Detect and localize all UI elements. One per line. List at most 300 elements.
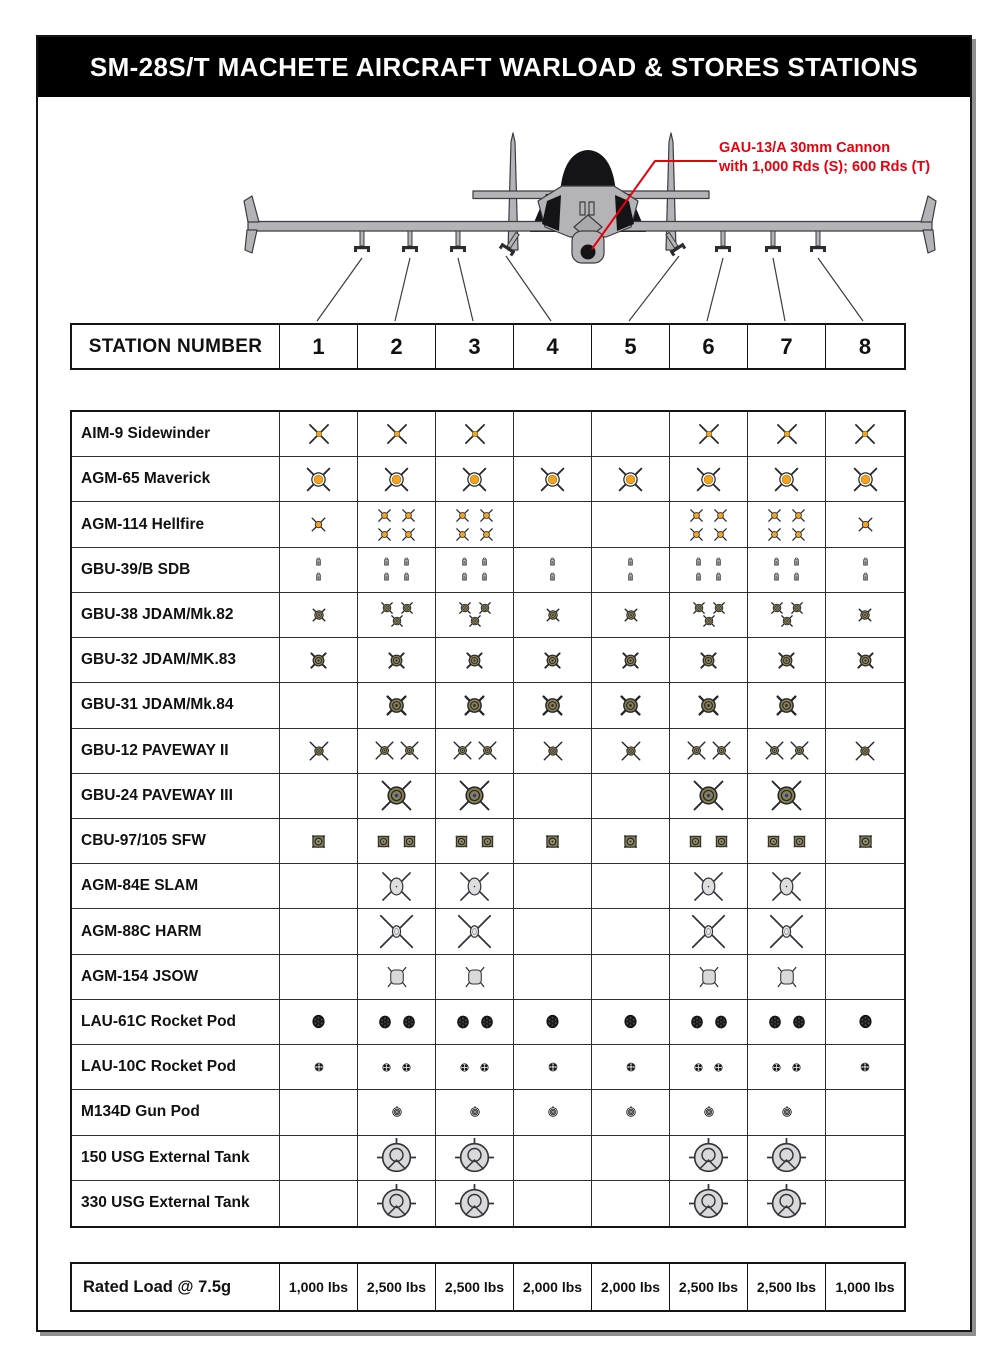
- matrix-cell-station-5: [592, 412, 670, 456]
- hellfire-icon: [399, 525, 418, 544]
- lau61-icon: [452, 1011, 474, 1033]
- jsow-icon: [461, 963, 489, 991]
- tank-icon: [766, 1137, 807, 1178]
- sdb-icon: [623, 555, 638, 570]
- matrix-row: [72, 729, 904, 774]
- aim9-icon: [773, 420, 801, 448]
- jdam83-icon: [306, 648, 331, 673]
- matrix-row: [72, 683, 904, 728]
- matrix-cell-station-8: [826, 502, 904, 546]
- sdb-icon: [545, 555, 560, 570]
- matrix-cell-station-6: [670, 1090, 748, 1134]
- matrix-cell-station-2: [358, 457, 436, 501]
- hellfire-icon: [399, 506, 418, 525]
- matrix-cell-station-2: [358, 955, 436, 999]
- matrix-row: [72, 909, 904, 954]
- matrix-cell-station-4: [514, 819, 592, 863]
- matrix-cell-station-8: [826, 909, 904, 953]
- station-number-3: 3: [436, 325, 514, 368]
- matrix-cell-station-3: [436, 774, 514, 818]
- jdam84-icon: [693, 690, 724, 721]
- lau10-icon: [310, 1058, 328, 1076]
- slam-icon: [691, 869, 726, 904]
- lau10-icon: [788, 1059, 805, 1076]
- matrix-cell-station-7: [748, 683, 826, 727]
- lau10-icon: [476, 1059, 493, 1076]
- jdam84-icon: [615, 690, 646, 721]
- matrix-cell-station-1: [280, 955, 358, 999]
- jdam82-icon: [778, 612, 796, 630]
- matrix-cell-station-4: [514, 729, 592, 773]
- weapon-label: GBU-39/B SDB: [72, 548, 280, 592]
- lau61-icon: [541, 1010, 564, 1033]
- matrix-cell-station-6: [670, 955, 748, 999]
- matrix-cell-station-6: [670, 1045, 748, 1089]
- weapon-label: GBU-31 JDAM/Mk.84: [72, 683, 280, 727]
- matrix-cell-station-3: [436, 548, 514, 592]
- matrix-cell-station-5: [592, 1181, 670, 1226]
- matrix-cell-station-1: [280, 502, 358, 546]
- m134d-icon: [777, 1102, 797, 1122]
- matrix-cell-station-1: [280, 638, 358, 682]
- m134d-icon: [387, 1102, 407, 1122]
- rated-load-value-5: 2,000 lbs: [592, 1264, 670, 1310]
- rated-load-value-6: 2,500 lbs: [670, 1264, 748, 1310]
- weapon-label: AGM-114 Hellfire: [72, 502, 280, 546]
- rated-load-value-3: 2,500 lbs: [436, 1264, 514, 1310]
- lau61-icon: [307, 1010, 330, 1033]
- matrix-cell-station-8: [826, 1000, 904, 1044]
- hellfire-icon: [765, 506, 784, 525]
- matrix-row: [72, 412, 904, 457]
- matrix-cell-station-1: [280, 683, 358, 727]
- matrix-cell-station-1: [280, 819, 358, 863]
- agm65-icon: [615, 464, 646, 495]
- matrix-cell-station-5: [592, 909, 670, 953]
- matrix-cell-station-7: [748, 1000, 826, 1044]
- matrix-cell-station-2: [358, 774, 436, 818]
- station-number-5: 5: [592, 325, 670, 368]
- lau61-icon: [619, 1010, 642, 1033]
- matrix-cell-station-5: [592, 864, 670, 908]
- m134d-icon: [465, 1102, 485, 1122]
- weapon-label: GBU-38 JDAM/Mk.82: [72, 593, 280, 637]
- matrix-cell-station-8: [826, 683, 904, 727]
- matrix-cell-station-7: [748, 1136, 826, 1180]
- matrix-cell-station-4: [514, 1181, 592, 1226]
- sdb-icon: [545, 570, 560, 585]
- matrix-cell-station-1: [280, 1090, 358, 1134]
- weapon-label: GBU-12 PAVEWAY II: [72, 729, 280, 773]
- sdb-icon: [311, 555, 326, 570]
- sdb-icon: [379, 570, 394, 585]
- matrix-cell-station-7: [748, 1181, 826, 1226]
- matrix-cell-station-6: [670, 1181, 748, 1226]
- matrix-cell-station-1: [280, 593, 358, 637]
- lau10-icon: [710, 1059, 727, 1076]
- hellfire-icon: [789, 525, 808, 544]
- sdb-icon: [379, 555, 394, 570]
- hellfire-icon: [453, 525, 472, 544]
- lau61-icon: [854, 1010, 877, 1033]
- matrix-cell-station-6: [670, 1000, 748, 1044]
- jdam83-icon: [462, 648, 487, 673]
- matrix-cell-station-2: [358, 548, 436, 592]
- matrix-cell-station-4: [514, 1136, 592, 1180]
- matrix-cell-station-6: [670, 412, 748, 456]
- matrix-cell-station-8: [826, 412, 904, 456]
- tank-icon: [454, 1137, 495, 1178]
- matrix-row: [72, 548, 904, 593]
- matrix-cell-station-2: [358, 638, 436, 682]
- tank-icon: [766, 1183, 807, 1224]
- matrix-cell-station-6: [670, 548, 748, 592]
- jdam82-icon: [309, 605, 329, 625]
- matrix-cell-station-7: [748, 638, 826, 682]
- matrix-cell-station-8: [826, 955, 904, 999]
- matrix-cell-station-2: [358, 412, 436, 456]
- matrix-cell-station-3: [436, 1000, 514, 1044]
- matrix-row: [72, 1090, 904, 1135]
- rated-load-value-7: 2,500 lbs: [748, 1264, 826, 1310]
- lau61-icon: [788, 1011, 810, 1033]
- jsow-icon: [695, 963, 723, 991]
- slam-icon: [769, 869, 804, 904]
- weapon-label: CBU-97/105 SFW: [72, 819, 280, 863]
- station-number-1: 1: [280, 325, 358, 368]
- hellfire-icon: [375, 525, 394, 544]
- matrix-row: [72, 1136, 904, 1181]
- matrix-cell-station-2: [358, 1136, 436, 1180]
- matrix-cell-station-8: [826, 729, 904, 773]
- sdb-icon: [858, 555, 873, 570]
- hellfire-icon: [855, 514, 876, 535]
- m134d-icon: [621, 1102, 641, 1122]
- weapon-label: LAU-61C Rocket Pod: [72, 1000, 280, 1044]
- matrix-cell-station-5: [592, 683, 670, 727]
- matrix-cell-station-1: [280, 412, 358, 456]
- lau61-icon: [374, 1011, 396, 1033]
- hellfire-icon: [789, 506, 808, 525]
- matrix-cell-station-4: [514, 955, 592, 999]
- matrix-cell-station-5: [592, 548, 670, 592]
- matrix-cell-station-8: [826, 593, 904, 637]
- matrix-cell-station-1: [280, 909, 358, 953]
- aim9-icon: [383, 420, 411, 448]
- slam-icon: [379, 869, 414, 904]
- agm65-icon: [771, 464, 802, 495]
- matrix-cell-station-5: [592, 638, 670, 682]
- m134d-icon: [543, 1102, 563, 1122]
- matrix-cell-station-3: [436, 1090, 514, 1134]
- matrix-cell-station-2: [358, 819, 436, 863]
- matrix-cell-station-7: [748, 593, 826, 637]
- tank-icon: [688, 1137, 729, 1178]
- jdam84-icon: [771, 690, 802, 721]
- weapon-label: 150 USG External Tank: [72, 1136, 280, 1180]
- sdb-icon: [399, 555, 414, 570]
- jsow-icon: [383, 963, 411, 991]
- gbu12-icon: [788, 739, 811, 762]
- matrix-cell-station-4: [514, 1090, 592, 1134]
- agm65-icon: [693, 464, 724, 495]
- matrix-cell-station-5: [592, 502, 670, 546]
- hellfire-icon: [453, 506, 472, 525]
- cbu97-icon: [306, 829, 331, 854]
- lau61-icon: [476, 1011, 498, 1033]
- matrix-row: [72, 774, 904, 819]
- lau61-icon: [398, 1011, 420, 1033]
- weapon-label: AGM-84E SLAM: [72, 864, 280, 908]
- matrix-cell-station-8: [826, 864, 904, 908]
- cbu97-icon: [710, 830, 733, 853]
- hellfire-icon: [711, 525, 730, 544]
- matrix-cell-station-6: [670, 819, 748, 863]
- jdam83-icon: [696, 648, 721, 673]
- lau10-icon: [622, 1058, 640, 1076]
- sdb-icon: [789, 555, 804, 570]
- agm65-icon: [537, 464, 568, 495]
- rated-load-value-1: 1,000 lbs: [280, 1264, 358, 1310]
- cbu97-icon: [684, 830, 707, 853]
- harm-icon: [456, 913, 493, 950]
- matrix-cell-station-4: [514, 593, 592, 637]
- weapon-label: AGM-154 JSOW: [72, 955, 280, 999]
- matrix-cell-station-8: [826, 1136, 904, 1180]
- matrix-cell-station-1: [280, 457, 358, 501]
- matrix-row: [72, 502, 904, 547]
- matrix-row: [72, 638, 904, 683]
- matrix-cell-station-6: [670, 638, 748, 682]
- lau10-icon: [856, 1058, 874, 1076]
- lau61-icon: [686, 1011, 708, 1033]
- matrix-cell-station-6: [670, 457, 748, 501]
- matrix-cell-station-7: [748, 864, 826, 908]
- matrix-cell-station-4: [514, 638, 592, 682]
- cannon-callout-line1: GAU-13/A 30mm Cannon: [719, 140, 891, 156]
- hellfire-icon: [477, 506, 496, 525]
- station-table-label: STATION NUMBER: [72, 325, 280, 368]
- gbu12-icon: [763, 739, 786, 762]
- m134d-icon: [699, 1102, 719, 1122]
- aim9-icon: [695, 420, 723, 448]
- station-number-2: 2: [358, 325, 436, 368]
- matrix-cell-station-8: [826, 548, 904, 592]
- matrix-row: [72, 864, 904, 909]
- harm-icon: [768, 913, 805, 950]
- station-table: [70, 323, 906, 370]
- matrix-cell-station-1: [280, 1045, 358, 1089]
- gbu24-icon: [769, 778, 804, 813]
- agm65-icon: [381, 464, 412, 495]
- rated-load-value-2: 2,500 lbs: [358, 1264, 436, 1310]
- matrix-cell-station-4: [514, 457, 592, 501]
- hellfire-icon: [477, 525, 496, 544]
- gbu24-icon: [457, 778, 492, 813]
- lau10-icon: [378, 1059, 395, 1076]
- matrix-cell-station-7: [748, 457, 826, 501]
- sdb-icon: [769, 570, 784, 585]
- weapon-label: GBU-24 PAVEWAY III: [72, 774, 280, 818]
- sdb-icon: [711, 570, 726, 585]
- matrix-cell-station-1: [280, 774, 358, 818]
- jdam83-icon: [540, 648, 565, 673]
- matrix-cell-station-5: [592, 955, 670, 999]
- sdb-icon: [789, 570, 804, 585]
- matrix-cell-station-8: [826, 638, 904, 682]
- matrix-cell-station-1: [280, 729, 358, 773]
- matrix-cell-station-8: [826, 819, 904, 863]
- station-number-4: 4: [514, 325, 592, 368]
- tank-icon: [376, 1183, 417, 1224]
- matrix-cell-station-5: [592, 729, 670, 773]
- sdb-icon: [691, 570, 706, 585]
- matrix-cell-station-7: [748, 1045, 826, 1089]
- matrix-cell-station-6: [670, 909, 748, 953]
- jdam82-icon: [466, 612, 484, 630]
- agm65-icon: [850, 464, 881, 495]
- matrix-cell-station-5: [592, 774, 670, 818]
- matrix-cell-station-6: [670, 683, 748, 727]
- cbu97-icon: [853, 829, 878, 854]
- matrix-cell-station-3: [436, 909, 514, 953]
- gbu12-icon: [451, 739, 474, 762]
- matrix-cell-station-5: [592, 1045, 670, 1089]
- matrix-cell-station-2: [358, 1090, 436, 1134]
- hellfire-icon: [765, 525, 784, 544]
- station-number-7: 7: [748, 325, 826, 368]
- matrix-cell-station-1: [280, 1181, 358, 1226]
- sdb-icon: [457, 555, 472, 570]
- gbu12-icon: [398, 739, 421, 762]
- matrix-cell-station-8: [826, 774, 904, 818]
- matrix-cell-station-1: [280, 864, 358, 908]
- matrix-cell-station-4: [514, 1000, 592, 1044]
- matrix-cell-station-3: [436, 683, 514, 727]
- matrix-cell-station-7: [748, 548, 826, 592]
- gbu12-icon: [685, 739, 708, 762]
- matrix-row: [72, 1181, 904, 1226]
- sdb-icon: [477, 570, 492, 585]
- sdb-icon: [711, 555, 726, 570]
- matrix-cell-station-2: [358, 864, 436, 908]
- agm65-icon: [303, 464, 334, 495]
- matrix-cell-station-8: [826, 1090, 904, 1134]
- matrix-cell-station-7: [748, 955, 826, 999]
- matrix-cell-station-6: [670, 502, 748, 546]
- matrix-cell-station-3: [436, 1136, 514, 1180]
- matrix-cell-station-1: [280, 1136, 358, 1180]
- matrix-cell-station-2: [358, 729, 436, 773]
- jdam84-icon: [381, 690, 412, 721]
- page-title: SM-28S/T MACHETE AIRCRAFT WARLOAD & STORES STATIONS: [89, 51, 919, 82]
- matrix-cell-station-2: [358, 502, 436, 546]
- matrix-cell-station-2: [358, 1181, 436, 1226]
- matrix-cell-station-3: [436, 955, 514, 999]
- matrix-cell-station-3: [436, 1045, 514, 1089]
- matrix-cell-station-6: [670, 729, 748, 773]
- slam-icon: [457, 869, 492, 904]
- gbu24-icon: [691, 778, 726, 813]
- matrix-row: [72, 1000, 904, 1045]
- gbu24-icon: [379, 778, 414, 813]
- weapon-label: AGM-65 Maverick: [72, 457, 280, 501]
- matrix-cell-station-4: [514, 548, 592, 592]
- matrix-cell-station-3: [436, 593, 514, 637]
- weapon-label: AGM-88C HARM: [72, 909, 280, 953]
- jdam83-icon: [853, 648, 878, 673]
- jdam83-icon: [384, 648, 409, 673]
- matrix-cell-station-5: [592, 1000, 670, 1044]
- matrix-cell-station-4: [514, 1045, 592, 1089]
- hellfire-icon: [687, 525, 706, 544]
- station-number-8: 8: [858, 333, 872, 359]
- cannon-callout-line2: with 1,000 Rds (S); 600 Rds (T): [719, 159, 931, 176]
- lau10-icon: [544, 1058, 562, 1076]
- lau10-icon: [398, 1059, 415, 1076]
- jdam84-icon: [459, 690, 490, 721]
- matrix-row: [72, 955, 904, 1000]
- cbu97-icon: [788, 830, 811, 853]
- title-bar: [38, 37, 970, 97]
- agm65-icon: [459, 464, 490, 495]
- lau10-icon: [690, 1059, 707, 1076]
- matrix-cell-station-1: [280, 1000, 358, 1044]
- jdam82-icon: [855, 605, 875, 625]
- weapon-label: GBU-32 JDAM/MK.83: [72, 638, 280, 682]
- matrix-cell-station-5: [592, 457, 670, 501]
- matrix-cell-station-6: [670, 864, 748, 908]
- jdam82-icon: [700, 612, 718, 630]
- jdam83-icon: [774, 648, 799, 673]
- rated-load-value-4: 2,000 lbs: [514, 1264, 592, 1310]
- rated-load-value-8: 1,000 lbs: [835, 1279, 895, 1295]
- gbu12-icon: [373, 739, 396, 762]
- matrix-row: [72, 1045, 904, 1090]
- aim9-icon: [461, 420, 489, 448]
- weapon-label: M134D Gun Pod: [72, 1090, 280, 1134]
- jdam83-icon: [618, 648, 643, 673]
- matrix-cell-station-7: [748, 819, 826, 863]
- matrix-cell-station-4: [514, 774, 592, 818]
- matrix-cell-station-7: [748, 1090, 826, 1134]
- jdam84-icon: [537, 690, 568, 721]
- cbu97-icon: [372, 830, 395, 853]
- cbu97-icon: [398, 830, 421, 853]
- lau61-icon: [764, 1011, 786, 1033]
- matrix-cell-station-3: [436, 457, 514, 501]
- gbu12-icon: [541, 739, 565, 763]
- matrix-cell-station-6: [670, 774, 748, 818]
- matrix-cell-station-3: [436, 864, 514, 908]
- cbu97-icon: [618, 829, 643, 854]
- matrix-cell-station-3: [436, 819, 514, 863]
- matrix-cell-station-2: [358, 909, 436, 953]
- tank-icon: [454, 1183, 495, 1224]
- sdb-icon: [311, 570, 326, 585]
- matrix-cell-station-5: [592, 1136, 670, 1180]
- station-number-6: 6: [670, 325, 748, 368]
- matrix-cell-station-2: [358, 1000, 436, 1044]
- tank-icon: [376, 1137, 417, 1178]
- matrix-cell-station-3: [436, 1181, 514, 1226]
- matrix-cell-station-4: [514, 502, 592, 546]
- matrix-cell-station-8: [826, 1181, 904, 1226]
- matrix-cell-station-7: [748, 729, 826, 773]
- matrix-cell-station-6: [670, 1136, 748, 1180]
- lau61-icon: [710, 1011, 732, 1033]
- gbu12-icon: [619, 739, 643, 763]
